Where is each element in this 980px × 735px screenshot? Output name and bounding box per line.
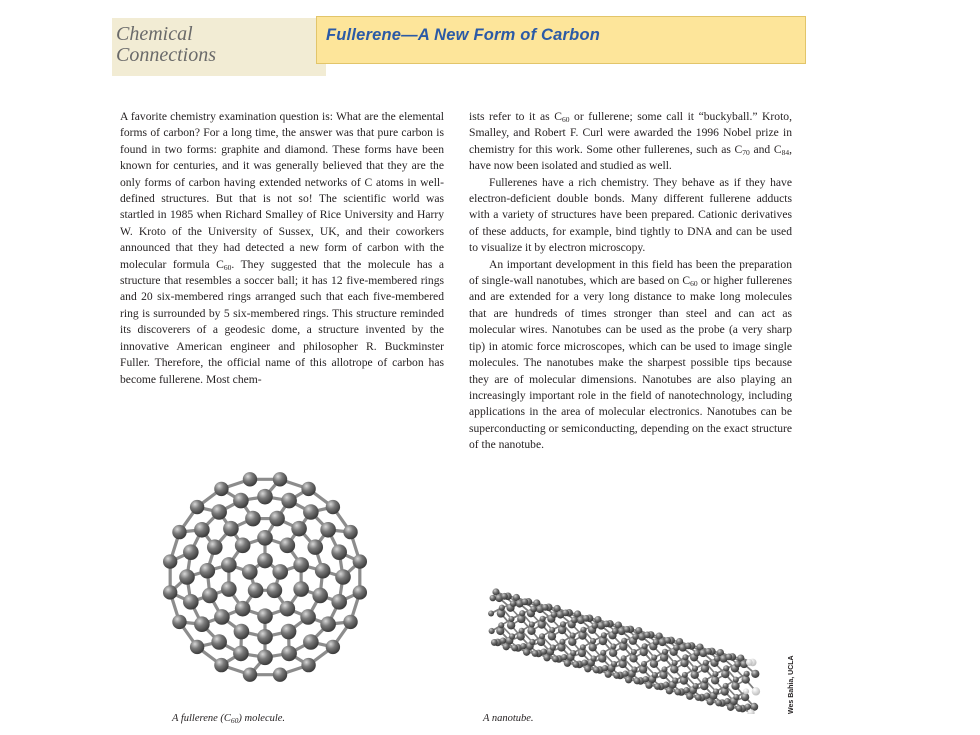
text-run: . They suggested that the molecule has a structure that resembles a soccer ball; it has 12 five-membered rings and 20 six-membered rings arranged such that each five-membered ring is surrounded by 5 six-membered rings. This structure reminded its discoverers of a geodesic dome, a structure invented by the innovative American engineer and philosopher R. Buckminster Fuller. Therefore, the official name of this allotrope of carbon has become fullerene. Most chem- [120, 257, 444, 386]
carbon-atom [530, 606, 536, 612]
carbon-atom [529, 639, 535, 645]
carbon-atom [714, 655, 720, 661]
carbon-atom [303, 634, 319, 650]
carbon-atom [532, 650, 539, 657]
hydrogen-atom [746, 659, 753, 666]
carbon-atom [179, 569, 195, 585]
carbon-atom [673, 644, 679, 650]
right-column [469, 109, 792, 454]
carbon-atom [243, 667, 257, 681]
text-run: or fullerene; some call it “buckyball.” Kroto, Smalley, and Robert F. Curl were awarded the 1996 Nobel prize in chemistry for this work. Some other fullerenes, such as C [469, 110, 792, 156]
paragraph [469, 109, 792, 175]
carbon-atom [519, 628, 525, 634]
carbon-atom [510, 600, 516, 606]
carbon-atom [353, 554, 367, 568]
carbon-atom [724, 698, 730, 704]
carbon-atom [221, 581, 237, 597]
carbon-atom [233, 493, 249, 509]
carbon-atom [257, 553, 273, 569]
carbon-atom [183, 594, 199, 610]
photo-credit [784, 636, 796, 716]
carbon-atom [498, 622, 504, 628]
carbon-atom [715, 700, 722, 707]
subscript: 60 [690, 279, 698, 289]
carbon-atom [695, 694, 702, 701]
carbon-atom [685, 642, 692, 649]
carbon-atom [663, 682, 669, 688]
carbon-atom [501, 593, 508, 600]
carbon-atom [214, 609, 230, 625]
carbon-atom [672, 677, 678, 683]
carbon-atom [561, 654, 567, 660]
carbon-atom [683, 687, 689, 693]
carbon-atom [245, 511, 261, 527]
carbon-atom [509, 633, 515, 639]
carbon-atom [343, 525, 357, 539]
carbon-atom [581, 659, 587, 665]
carbon-atom [642, 643, 648, 649]
subscript: 60 [223, 262, 232, 272]
carbon-atom [621, 638, 627, 644]
carbon-atom [248, 583, 264, 599]
carbon-atom [600, 650, 606, 656]
carbon-atom [235, 538, 251, 554]
carbon-atom [562, 609, 569, 616]
carbon-atom [243, 472, 257, 486]
carbon-atom [539, 633, 545, 639]
carbon-atom [712, 671, 718, 677]
carbon-atom [632, 633, 638, 639]
carbon-atom [267, 583, 283, 599]
section-label-line2: Connections [116, 44, 216, 66]
carbon-atom [723, 683, 729, 689]
carbon-atom [543, 654, 550, 661]
carbon-atom [570, 650, 576, 656]
carbon-atom [303, 504, 319, 520]
paragraph [120, 109, 444, 388]
carbon-atom [611, 661, 617, 667]
carbon-atom [589, 643, 597, 651]
carbon-atom [490, 595, 496, 601]
carbon-atom [570, 633, 576, 639]
paragraph: Fullerenes have a rich chemistry. They behave as if they have electron-deficient double bonds. Many different fullerene adducts with a variety of structures have been prepared. Cationic derivatives of these adducts, for example, bind tightly to DNA and can be used to visualize it by electron microscopy. [469, 175, 792, 255]
carbon-atom [540, 616, 546, 622]
carbon-atom [745, 704, 751, 710]
carbon-atom [682, 672, 688, 678]
carbon-atom [704, 693, 710, 699]
fullerene-caption [172, 713, 285, 724]
carbon-atom [734, 661, 740, 667]
carbon-atom [623, 626, 630, 633]
carbon-atom [631, 649, 637, 655]
carbon-atom [331, 594, 347, 610]
text-run: ists refer to it as C [469, 110, 562, 123]
carbon-atom [257, 489, 273, 505]
article-title: Fullerene—A New Form of Carbon [326, 26, 600, 44]
carbon-atom [281, 493, 297, 509]
carbon-atom [736, 705, 743, 712]
photo-credit-text: Wes Bahia, UCLA [788, 655, 795, 714]
carbon-atom [499, 605, 505, 611]
carbon-atom [621, 655, 627, 661]
carbon-atom [331, 544, 347, 560]
carbon-atom [644, 631, 651, 638]
carbon-atom [172, 525, 186, 539]
carbon-atom [335, 569, 351, 585]
text-run: A favorite chemistry examination question is: What are the elemental forms of carbon? For a long time, the answer was that pure carbon is found in two forms: graphite and diamond. These forms have been known for centuries, and it was generally believed that they are the only forms of carbon having extended networks of C atoms in well-defined structures. But that is not so! The scientific world was startled in 1985 when Richard Smalley of Rice University and Harry W. Kroto of the University of Sussex, UK, and their coworkers announced that they had detected a new form of carbon with the molecular formula C [120, 110, 444, 271]
carbon-atom [601, 632, 607, 638]
carbon-atom [223, 521, 239, 537]
carbon-atom [733, 694, 739, 700]
carbon-atom [503, 643, 510, 650]
carbon-atom [163, 554, 177, 568]
carbon-atom [272, 564, 288, 580]
carbon-atom [491, 639, 498, 646]
carbon-atom [707, 698, 714, 705]
carbon-atom [257, 650, 273, 666]
carbon-atom [326, 500, 340, 514]
text-run: , have now been isolated and studied as well. [469, 142, 792, 173]
carbon-atom [291, 521, 307, 537]
carbon-atom [625, 676, 632, 683]
carbon-atom [280, 538, 296, 554]
carbon-atom [580, 627, 586, 633]
carbon-atom [523, 649, 530, 656]
carbon-atom [519, 610, 525, 616]
carbon-atom [661, 666, 667, 672]
carbon-atom [583, 615, 590, 622]
carbon-atom [163, 585, 177, 599]
fullerene-molecule-illustration [160, 466, 370, 688]
hydrogen-atom [752, 687, 760, 695]
carbon-atom [631, 666, 637, 672]
carbon-atom [202, 588, 218, 604]
section-tag [112, 18, 326, 76]
carbon-atom [662, 649, 668, 655]
carbon-atom [508, 616, 514, 622]
carbon-atom [172, 615, 186, 629]
carbon-atom [529, 621, 535, 627]
paragraph [469, 257, 792, 454]
carbon-atom [682, 654, 688, 660]
carbon-atom [674, 689, 681, 696]
title-bar [316, 16, 806, 64]
carbon-atom [326, 640, 340, 654]
carbon-atom [603, 620, 610, 627]
carbon-atom [654, 683, 661, 690]
carbon-atom [211, 504, 227, 520]
carbon-atom [273, 667, 287, 681]
carbon-atom [315, 563, 331, 579]
carbon-atom [641, 661, 647, 667]
carbon-atom [542, 604, 549, 611]
carbon-atom [257, 608, 273, 624]
carbon-atom [725, 654, 732, 661]
carbon-atom [653, 639, 659, 645]
carbon-atom [727, 704, 734, 711]
carbon-atom [527, 627, 535, 635]
carbon-atom [301, 482, 315, 496]
carbon-atom [200, 563, 216, 579]
carbon-atom [511, 645, 518, 652]
carbon-atom [694, 650, 700, 656]
carbon-atom [686, 693, 693, 700]
carbon-atom [320, 616, 336, 632]
carbon-atom [312, 588, 328, 604]
subscript: 70 [742, 147, 750, 157]
carbon-atom [703, 660, 709, 666]
carbon-atom [257, 530, 273, 546]
carbon-atom [320, 522, 336, 538]
carbon-atom [343, 615, 357, 629]
carbon-atom [548, 632, 556, 640]
carbon-atom [273, 472, 287, 486]
carbon-atom [751, 670, 759, 678]
section-label-line1: Chemical [116, 23, 193, 45]
carbon-atom [559, 639, 565, 645]
carbon-atom [269, 511, 285, 527]
carbon-atom [744, 671, 750, 677]
carbon-atom [233, 646, 249, 662]
carbon-atom [610, 644, 616, 650]
carbon-atom [520, 643, 526, 649]
carbon-atom [590, 638, 596, 644]
carbon-atom [692, 666, 698, 672]
carbon-atom [301, 658, 315, 672]
carbon-atom [651, 655, 657, 661]
carbon-atom [549, 627, 555, 633]
carbon-atom [293, 581, 309, 597]
carbon-atom [705, 648, 712, 655]
carbon-atom [242, 564, 258, 580]
carbon-atom [281, 624, 297, 640]
carbon-atom [592, 622, 598, 628]
carbon-atom [190, 500, 204, 514]
carbon-atom [693, 683, 699, 689]
subscript: 60 [562, 115, 570, 124]
carbon-atom [568, 638, 576, 646]
carbon-atom [552, 656, 559, 663]
carbon-atom [551, 611, 557, 617]
carbon-atom [634, 678, 641, 685]
carbon-atom [207, 539, 223, 555]
carbon-atom [183, 544, 199, 560]
carbon-atom [629, 654, 637, 662]
carbon-atom [580, 644, 586, 650]
carbon-atom [507, 621, 515, 629]
carbon-atom [190, 640, 204, 654]
carbon-atom [622, 671, 628, 677]
carbon-atom [645, 682, 652, 689]
hydrogen-atom [743, 688, 749, 694]
carbon-atom [194, 522, 210, 538]
carbon-atom [300, 609, 316, 625]
carbon-atom [194, 616, 210, 632]
carbon-atom [602, 665, 608, 671]
carbon-atom [221, 557, 237, 573]
carbon-atom [609, 649, 617, 657]
carbon-atom [307, 539, 323, 555]
carbon-atom [489, 628, 495, 634]
subscript: 60 [230, 716, 239, 725]
carbon-atom [605, 671, 612, 678]
carbon-atom [281, 646, 297, 662]
text-run: ) molecule. [238, 713, 286, 724]
carbon-atom [643, 676, 649, 682]
text-run: and C [749, 142, 782, 156]
carbon-atom [664, 637, 671, 644]
carbon-atom [702, 677, 708, 683]
nanotube-caption: A nanotube. [483, 713, 534, 724]
text-run: or higher fullerenes and are extended for a very long distance to make long molecules that are hundreds of times stronger than steel and can act as molecular wires. Nanotubes can be used as the probe (a very sharp tip) in atomic force microscopes, which can be used to image single molecules. The nanotubes make the sharpest possible tips because they are of molecular dimensions. Nanotubes are also playing an increasingly important role in the field of nanotechnology, including applications in the area of molecular electronics. Nanotubes can be superconducting or semiconducting, depending on the exact structure of the nanotube. [469, 274, 792, 452]
carbon-atom [564, 660, 571, 667]
carbon-atom [560, 621, 566, 627]
carbon-atom [214, 482, 228, 496]
carbon-atom [353, 585, 367, 599]
nanotube-illustration [478, 566, 778, 714]
carbon-atom [672, 660, 678, 666]
carbon-atom [591, 655, 597, 661]
carbon-atom [521, 598, 528, 605]
carbon-atom [234, 624, 250, 640]
carbon-atom [670, 665, 678, 673]
carbon-atom [572, 661, 579, 668]
carbon-atom [731, 682, 739, 690]
carbon-atom [500, 637, 506, 643]
carbon-atom [214, 658, 228, 672]
carbon-atom [666, 687, 673, 694]
carbon-atom [612, 628, 618, 634]
carbon-atom [550, 644, 556, 650]
left-column [120, 109, 444, 388]
carbon-atom [584, 665, 591, 672]
carbon-atom [613, 672, 620, 679]
carbon-atom [211, 634, 227, 650]
text-run: A fullerene (C [172, 713, 231, 724]
carbon-atom [488, 610, 494, 616]
carbon-atom [541, 648, 547, 654]
carbon-atom [293, 557, 309, 573]
carbon-atom [257, 629, 273, 645]
carbon-atom [713, 689, 719, 695]
text-run: An important development in this field has been the preparation of single-wall nanotubes, which are based on C [469, 257, 792, 288]
carbon-atom [723, 665, 729, 671]
carbon-atom [593, 667, 600, 674]
carbon-atom [711, 676, 719, 684]
carbon-atom [691, 671, 699, 679]
carbon-atom [571, 617, 577, 623]
carbon-atom [733, 677, 739, 683]
carbon-atom [652, 672, 658, 678]
carbon-atom [280, 601, 296, 617]
carbon-atom [650, 660, 658, 668]
carbon-atom [235, 601, 251, 617]
subscript: 84 [781, 147, 790, 157]
